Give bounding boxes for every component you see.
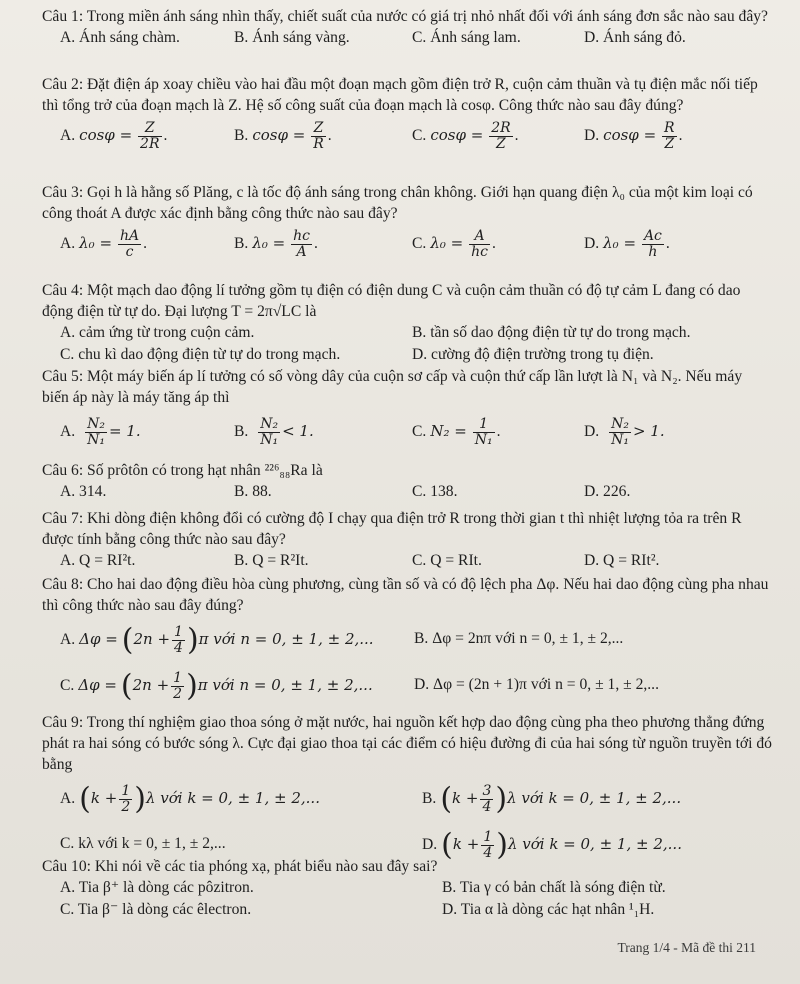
q8-c-fraction: $\frac{1}{2}$ <box>173 669 183 702</box>
q6-option-b[interactable]: B. 88. <box>234 483 272 500</box>
question-3-options <box>42 224 772 262</box>
question-10-options-row2 <box>42 899 772 921</box>
question-7 <box>42 508 772 572</box>
question-10-options-row1 <box>42 877 772 899</box>
q10-option-c[interactable]: C. Tia β⁻ là dòng các êlectron. <box>60 901 252 918</box>
q5-option-d[interactable]: D. $\frac{\text{N₂}}{\text{N₁}}$ > 1. <box>584 415 665 448</box>
question-4-stem: Câu 4: Một mạch dao động lí tưởng gồm tụ điện có điện dung C và cuộn cảm thuần có độ tự cảm L đang có dao động điện từ tự do. Đại lượng T = 2π√LC là <box>42 282 741 320</box>
q2-a-fraction: $\frac{Z}{2R}$ <box>140 119 160 152</box>
question-1 <box>42 6 772 49</box>
question-5 <box>42 366 772 454</box>
q7-option-c[interactable]: C. Q = RIt. <box>412 552 482 569</box>
q5-option-a[interactable]: A. $\frac{\text{N₂}}{\text{N₁}}$ = 1. <box>60 415 141 448</box>
question-9 <box>42 712 772 867</box>
question-4 <box>42 280 772 366</box>
q2-b-fraction: $\frac{Z}{R}$ <box>313 119 324 152</box>
question-8-options-row2 <box>42 662 772 708</box>
q5-a-fraction: $\frac{\text{N₂}}{\text{N₁}}$ <box>87 415 105 448</box>
q3-option-a[interactable]: A. λ₀ = $\frac{hA}{c}$ . <box>60 227 147 260</box>
q8-option-b[interactable]: B. Δφ = 2nπ với n = 0, ± 1, ± 2,... <box>414 630 624 647</box>
q5-d-fraction: $\frac{\text{N₂}}{\text{N₁}}$ <box>611 415 629 448</box>
q8-option-a[interactable]: A. Δφ = (2n + $\frac{1}{4}$ )π với n = 0, ± 1, ± 2,... <box>60 622 374 658</box>
question-9-stem: Câu 9: Trong thí nghiệm giao thoa sóng ở mặt nước, hai nguồn kết hợp dao động cùng pha theo phương thẳng đứng phát ra hai sóng có bước sóng λ. Cực đại giao thoa tại các điểm có hiệu đường đi của hai sóng từ nguồn truyền tới đó bằng <box>42 714 772 773</box>
q3-c-fraction: $\frac{A}{hc}$ <box>471 227 488 260</box>
q6-option-a[interactable]: A. 314. <box>60 483 107 500</box>
q3-option-d[interactable]: D. λ₀ = $\frac{Ac}{h}$ . <box>584 227 670 260</box>
question-8-stem: Câu 8: Cho hai dao động điều hòa cùng phương, cùng tần số và có độ lệch pha Δφ. Nếu hai dao động cùng pha nhau thì công thức nào sau đây đúng? <box>42 576 769 614</box>
q9-d-fraction: $\frac{1}{4}$ <box>483 828 493 861</box>
question-4-options-row2 <box>42 344 772 366</box>
q1-option-b[interactable]: B. Ánh sáng vàng. <box>234 29 350 46</box>
q3-option-b[interactable]: B. λ₀ = $\frac{hc}{A}$ . <box>234 227 318 260</box>
q5-b-fraction: $\frac{\text{N₂}}{\text{N₁}}$ <box>260 415 279 448</box>
question-2-stem: Câu 2: Đặt điện áp xoay chiều vào hai đầu một đoạn mạch gồm điện trở R, cuộn cảm thuần và tụ điện mắc nối tiếp thì tổng trở của đoạn mạch là Z. Hệ số công suất của đoạn mạch là cosφ. Công thức nào sau đây đúng? <box>42 76 758 114</box>
question-7-stem: Câu 7: Khi dòng điện không đổi có cường độ I chạy qua điện trở R trong thời gian t thì nhiệt lượng tỏa ra trên R được tính bằng công thức nào sau đây? <box>42 510 742 548</box>
q2-option-c[interactable]: C. cosφ = $\frac{2R}{Z}$ . <box>412 119 519 152</box>
question-1-options <box>42 27 772 49</box>
q2-option-d[interactable]: D. cosφ = $\frac{R}{Z}$ . <box>584 119 683 152</box>
q3-a-fraction: $\frac{hA}{c}$ <box>119 227 140 260</box>
q4-option-a[interactable]: A. cảm ứng từ trong cuộn cảm. <box>60 324 255 341</box>
page-footer: Trang 1/4 - Mã đề thi 211 <box>617 940 756 955</box>
q5-option-b[interactable]: B. $\frac{\text{N₂}}{\text{N₁}}$ < 1. <box>234 415 314 448</box>
q5-c-fraction: $\frac{1}{\text{N₁}}$ <box>474 415 493 448</box>
question-7-options <box>42 550 772 572</box>
q4-option-c[interactable]: C. chu kì dao động điện từ tự do trong mạch. <box>60 346 341 363</box>
q2-d-fraction: $\frac{R}{Z}$ <box>664 119 675 152</box>
q2-c-fraction: $\frac{2R}{Z}$ <box>491 119 511 152</box>
q6-option-d[interactable]: D. 226. <box>584 483 631 500</box>
question-8 <box>42 574 772 708</box>
q6-option-c[interactable]: C. 138. <box>412 483 458 500</box>
question-3 <box>42 182 772 262</box>
q3-b-fraction: $\frac{hc}{A}$ <box>293 227 310 260</box>
q10-option-d[interactable]: D. Tia α là dòng các hạt nhân ¹₁H. <box>442 901 655 918</box>
question-2-options <box>42 116 772 154</box>
question-4-options-row1 <box>42 322 772 344</box>
question-9-options-row1 <box>42 775 772 821</box>
q1-option-a[interactable]: A. Ánh sáng chàm. <box>60 29 180 46</box>
question-2 <box>42 74 772 154</box>
q4-option-b[interactable]: B. tần số dao động điện từ tự do trong mạch. <box>412 324 691 341</box>
q8-option-d[interactable]: D. Δφ = (2n + 1)π với n = 0, ± 1, ± 2,... <box>414 676 659 693</box>
q2-option-a[interactable]: A. cosφ = $\frac{Z}{2R}$ . <box>60 119 168 152</box>
question-8-options-row1 <box>42 616 772 662</box>
question-6-options <box>42 481 772 503</box>
q8-option-c[interactable]: C. Δφ = (2n + $\frac{1}{2}$ )π với n = 0, ± 1, ± 2,... <box>60 668 373 704</box>
q7-option-a[interactable]: A. Q = RI²t. <box>60 552 136 569</box>
q3-d-fraction: $\frac{Ac}{h}$ <box>643 227 662 260</box>
q8-a-fraction: $\frac{1}{4}$ <box>174 623 183 656</box>
q1-option-c[interactable]: C. Ánh sáng lam. <box>412 29 521 46</box>
q9-a-fraction: $\frac{1}{2}$ <box>121 782 131 815</box>
question-6 <box>42 460 772 503</box>
question-6-stem: Câu 6: Số prôtôn có trong hạt nhân ²²⁶₈₈Ra là <box>42 462 323 479</box>
q10-option-a[interactable]: A. Tia β⁺ là dòng các pôzitron. <box>60 879 254 896</box>
q7-option-b[interactable]: B. Q = R²It. <box>234 552 309 569</box>
q9-option-b[interactable]: B. (k + $\frac{3}{4}$ )λ với k = 0, ± 1, ± 2,... <box>422 781 682 817</box>
question-10-stem: Câu 10: Khi nói về các tia phóng xạ, phát biểu nào sau đây sai? <box>42 858 438 875</box>
q1-option-d[interactable]: D. Ánh sáng đỏ. <box>584 29 686 46</box>
q9-option-c[interactable]: C. kλ với k = 0, ± 1, ± 2,... <box>60 835 226 852</box>
question-3-stem: Câu 3: Gọi h là hằng số Plăng, c là tốc độ ánh sáng trong chân không. Giới hạn quang điện λ₀ của một kim loại có công thoát A được xác định bằng công thức nào sau đây? <box>42 184 753 222</box>
q10-option-b[interactable]: B. Tia γ có bản chất là sóng điện từ. <box>442 879 666 896</box>
q4-option-d[interactable]: D. cường độ điện trường trong tụ điện. <box>412 346 654 363</box>
question-5-options <box>42 408 772 454</box>
q7-option-d[interactable]: D. Q = RIt². <box>584 552 660 569</box>
q9-option-d[interactable]: D. (k + $\frac{1}{4}$ )λ với k = 0, ± 1, ± 2,... <box>422 827 682 863</box>
question-1-stem: Câu 1: Trong miền ánh sáng nhìn thấy, chiết suất của nước có giá trị nhỏ nhất đối với ánh sáng đơn sắc nào sau đây? <box>42 8 768 25</box>
q5-option-c[interactable]: C. N₂ = $\frac{1}{\text{N₁}}$ . <box>412 415 501 448</box>
question-5-stem: Câu 5: Một máy biến áp lí tưởng có số vòng dây của cuộn sơ cấp và cuộn thứ cấp lần lượt là N₁ và N₂. Nếu máy biến áp này là máy tăng áp thì <box>42 368 743 406</box>
q9-option-a[interactable]: A. (k + $\frac{1}{2}$ )λ với k = 0, ± 1, ± 2,... <box>60 781 320 817</box>
q9-b-fraction: $\frac{3}{4}$ <box>482 782 492 815</box>
question-10 <box>42 856 772 921</box>
q2-option-b[interactable]: B. cosφ = $\frac{Z}{R}$ . <box>234 119 332 152</box>
q3-option-c[interactable]: C. λ₀ = $\frac{A}{hc}$ . <box>412 227 496 260</box>
